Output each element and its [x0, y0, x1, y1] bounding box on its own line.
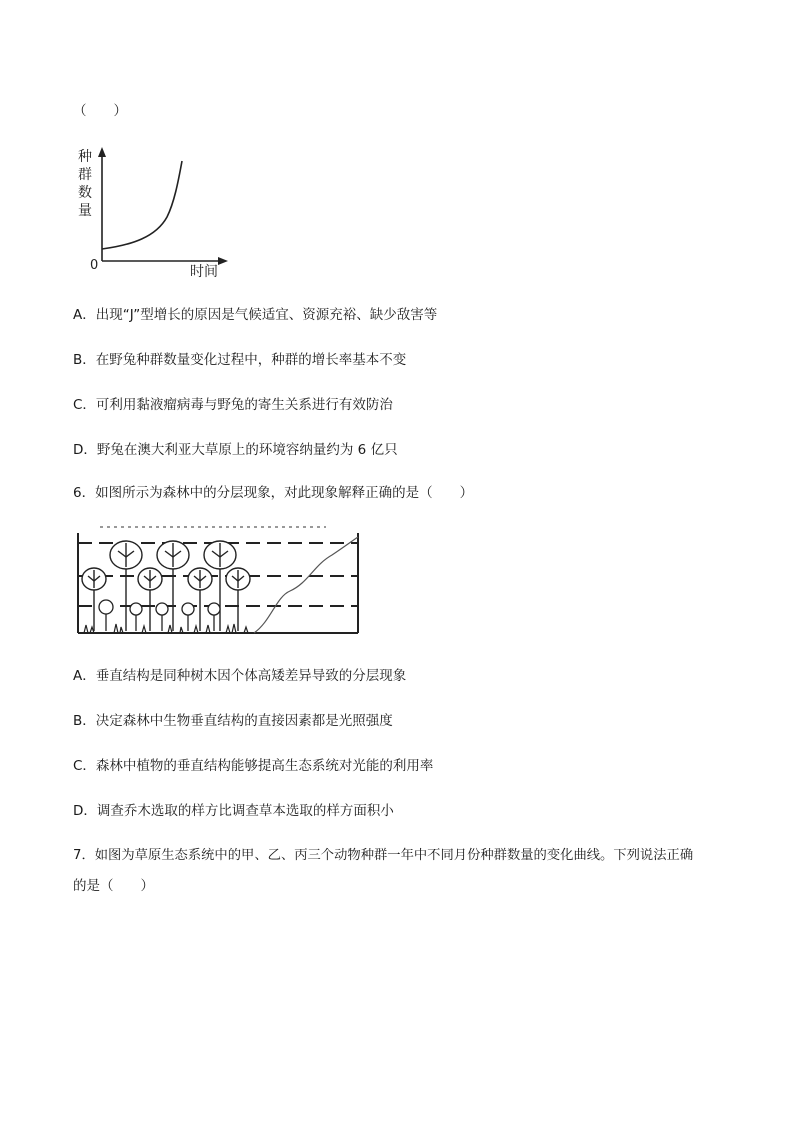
q5-stem-tail: （ ）: [73, 103, 127, 119]
q7-stem-line2: 的是（ ）: [73, 878, 154, 894]
j-growth-curve: [102, 161, 182, 249]
q6-option-c: C．森林中植物的垂直结构能够提高生态系统对光能的利用率: [73, 758, 434, 774]
shrub: [99, 600, 113, 631]
y-axis-label-char: 种: [78, 149, 92, 165]
shrub: [208, 603, 220, 631]
forest-layer-figure: [76, 525, 360, 637]
mid-tree: [226, 568, 250, 631]
q6-option-b: B．决定森林中生物垂直结构的直接因素都是光照强度: [73, 713, 393, 729]
shrub: [156, 603, 168, 631]
herb-layer: [84, 624, 248, 633]
q6-option-a: A．垂直结构是同种树木因个体高矮差异导致的分层现象: [73, 668, 407, 684]
y-axis-label-char: 量: [78, 203, 92, 219]
shrub: [130, 603, 142, 631]
shrub: [182, 603, 194, 631]
q5-option-d: D．野兔在澳大利亚大草原上的环境容纳量约为 6 亿只: [73, 442, 398, 458]
mid-tree: [82, 568, 106, 631]
light-intensity-curve: [254, 537, 358, 633]
q6-option-d: D．调查乔木选取的样方比调查草本选取的样方面积小: [73, 803, 394, 819]
q5-option-a: A．出现“J”型增长的原因是气候适宜、资源充裕、缺少敌害等: [73, 307, 438, 323]
q7-stem-line1: 7．如图为草原生态系统中的甲、乙、丙三个动物种群一年中不同月份种群数量的变化曲线。下列说法正确: [73, 848, 694, 863]
y-axis-label-char: 数: [78, 185, 92, 201]
tall-tree: [110, 541, 142, 631]
j-curve-figure: [72, 145, 232, 281]
q5-option-c: C．可利用黏液瘤病毒与野兔的寄生关系进行有效防治: [73, 397, 393, 413]
y-axis-label-char: 群: [78, 167, 92, 183]
mid-tree: [138, 568, 162, 631]
x-axis-label: 时间: [190, 264, 218, 280]
mid-tree: [188, 568, 212, 631]
y-axis-arrow: [98, 147, 106, 157]
x-axis-arrow: [218, 257, 228, 265]
origin-label: 0: [90, 258, 99, 273]
q5-option-b: B．在野兔种群数量变化过程中，种群的增长率基本不变: [73, 352, 407, 368]
q6-stem: 6．如图所示为森林中的分层现象，对此现象解释正确的是（ ）: [73, 485, 474, 501]
